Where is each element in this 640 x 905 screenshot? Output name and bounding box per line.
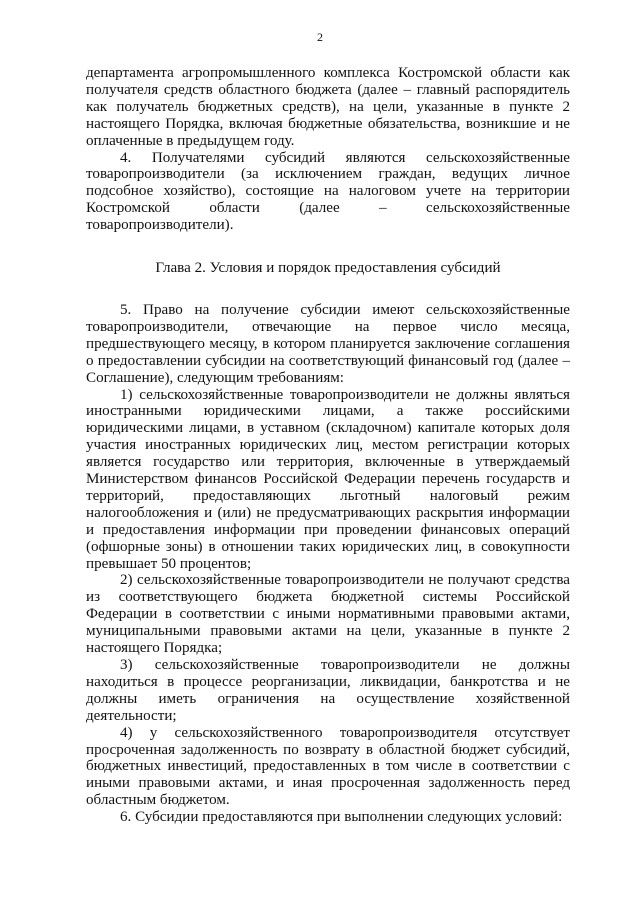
paragraph-continuation: департамента агропромышленного комплекса Костромской области как получателя средств областного бюджета (далее – главный распорядитель как получатель бюджетных средств), на цели, указанные в пункте 2 настоящего Порядка, включая бюджетные обязательства, возникшие и не оплаченные в предыдущем году. (86, 65, 570, 149)
paragraph-5-eligibility: 5. Право на получение субсидии имеют сельскохозяйственные товаропроизводители, отвечающие на первое число месяца, предшествующего месяцу, в котором планируется заключение соглашения о предоставлении субсидии на соответствующий финансовый год (далее – Соглашение), следующим требованиям: (86, 301, 570, 386)
requirement-4-no-overdue-debt: 4) у сельскохозяйственного товаропроизводителя отсутствует просроченная задолженность по возврату в областной бюджет субсидий, бюджетных инвестиций, предоставленных в том числе в соответствии с иными правовыми актами, и иная просроченная задолженность перед областным бюджетом. (86, 724, 570, 809)
requirement-3-no-reorganization: 3) сельскохозяйственные товаропроизводители не должны находиться в процессе реорганизации, ликвидации, банкротства и не должны иметь ограничения на осуществление хозяйственной деятельности; (86, 657, 570, 724)
document-body (86, 65, 570, 826)
chapter-2-heading: Глава 2. Условия и порядок предоставления субсидий (155, 260, 501, 277)
paragraph-4-recipients: 4. Получателями субсидий являются сельскохозяйственные товаропроизводители (за исключением граждан, ведущих личное подсобное хозяйство), состоящие на налоговом учете на территории Костромской области (далее – сельскохозяйственные товаропроизводители). (86, 149, 570, 234)
page-number: 2 (317, 30, 323, 44)
paragraph-6-conditions: 6. Субсидии предоставляются при выполнении следующих условий: (120, 809, 563, 826)
requirement-1-foreign-entities: 1) сельскохозяйственные товаропроизводители не должны являться иностранными юридическими лицами, а также российскими юридическими лицами, в уставном (складочном) капитале которых доля участия иностранных юридических лиц, местом регистрации которых является государство или территория, включенные в утверждаемый Министерством финансов Российской Федерации перечень государств и территорий, предоставляющих льготный налоговый режим налогообложения и (или) не предусматривающих раскрытия информации и предоставления информации при проведении финансовых операций (офшорные зоны) в отношении таких юридических лиц, в совокупности превышает 50 процентов; (86, 386, 570, 572)
requirement-2-no-other-funds: 2) сельскохозяйственные товаропроизводители не получают средства из соответствующего бюджета бюджетной системы Российской Федерации в соответствии с иными нормативными правовыми актами, муниципальными правовыми актами на цели, указанные в пункте 2 настоящего Порядка; (86, 572, 570, 657)
